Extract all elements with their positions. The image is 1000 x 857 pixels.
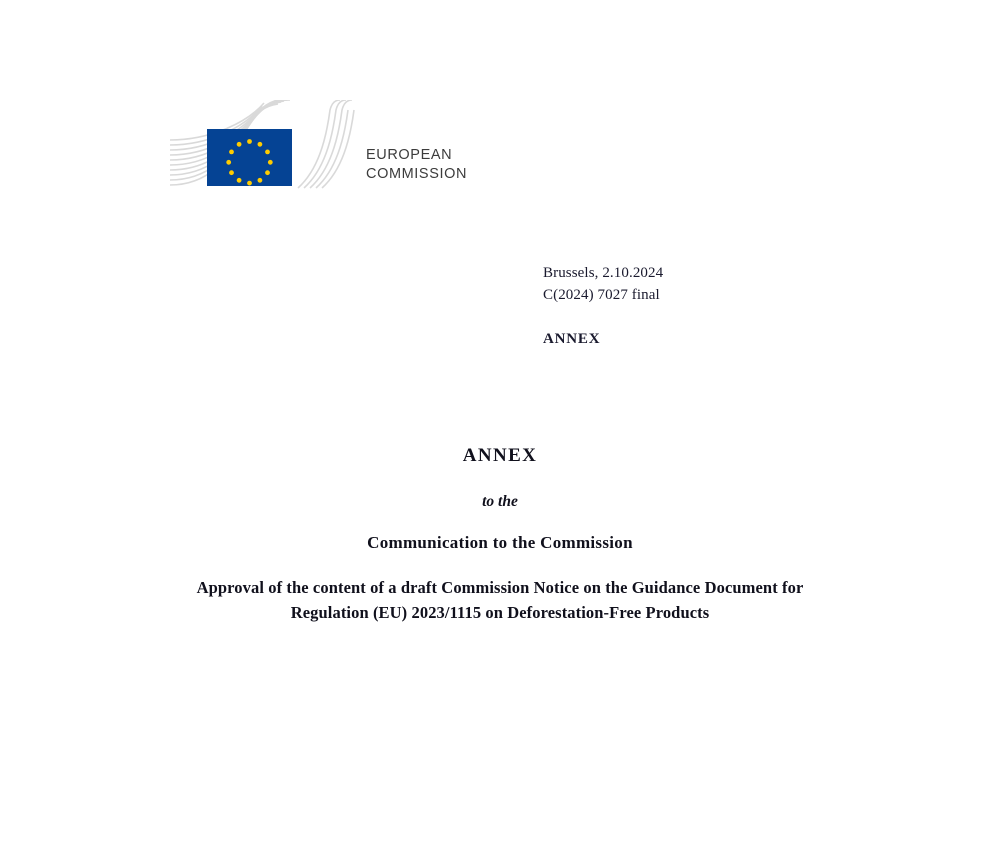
emblem-wordmark-line1: EUROPEAN	[366, 147, 453, 163]
title-communication: Communication to the Commission	[367, 533, 633, 552]
title-subject	[120, 575, 880, 625]
emblem-wordmark	[366, 146, 467, 184]
title-subject-line1: Approval of the content of a draft Commission Notice on the Guidance Document for	[196, 578, 804, 597]
emblem-wordmark-line2: COMMISSION	[366, 166, 468, 182]
document-title-block	[120, 445, 880, 625]
document-number: C(2024) 7027 final	[543, 286, 660, 303]
place-and-date: Brussels, 2.10.2024	[543, 265, 664, 281]
title-annex: ANNEX	[462, 445, 538, 466]
title-subject-line2: Regulation (EU) 2023/1115 on Deforestation-Free Products	[290, 603, 710, 622]
title-to-the: to the	[482, 493, 518, 510]
annex-reference-label: ANNEX	[543, 331, 601, 347]
eu-flag-stars-icon	[207, 129, 292, 186]
eu-commission-emblem	[168, 100, 488, 192]
document-reference-block	[543, 263, 663, 351]
